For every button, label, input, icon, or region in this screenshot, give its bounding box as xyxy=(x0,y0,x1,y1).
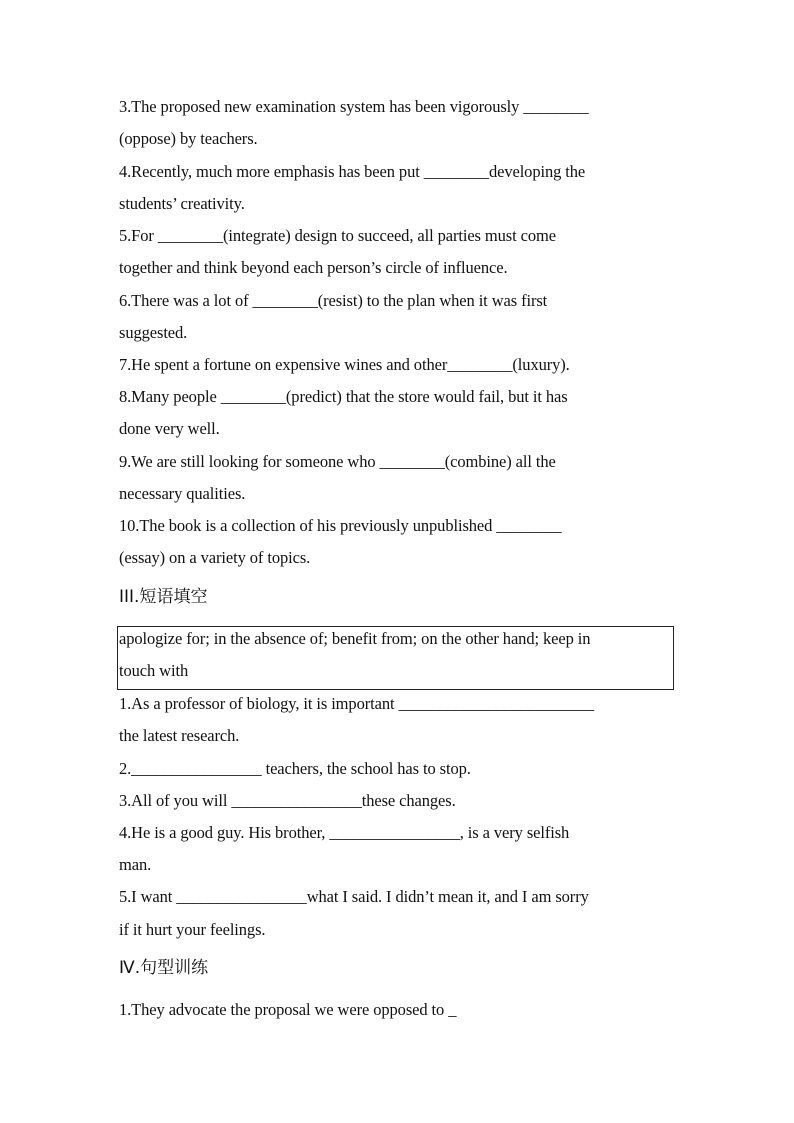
exercise-line: 5.I want ________________what I said. I didn’t mean it, and I am sorry xyxy=(119,887,589,906)
exercise-line: 2.________________ teachers, the school has to stop. xyxy=(119,759,471,778)
exercise-line: 6.There was a lot of ________(resist) to the plan when it was first xyxy=(119,291,548,310)
section-heading: Ⅳ.句型训练 xyxy=(119,958,209,978)
word-bank-line: touch with xyxy=(119,661,189,680)
exercise-line: 1.As a professor of biology, it is important ________________________ xyxy=(119,694,595,713)
exercise-line: 7.He spent a fortune on expensive wines and other________(luxury). xyxy=(119,355,570,374)
exercise-line: students’ creativity. xyxy=(119,194,245,213)
exercise-line: 4.Recently, much more emphasis has been put ________developing the xyxy=(119,162,586,181)
exercise-line: 9.We are still looking for someone who ________(combine) all the xyxy=(119,452,556,471)
exercise-line: 10.The book is a collection of his previously unpublished ________ xyxy=(119,516,562,535)
exercise-line: 3.The proposed new examination system has been vigorously ________ xyxy=(119,97,589,116)
word-bank-line: apologize for; in the absence of; benefit from; on the other hand; keep in xyxy=(119,629,591,648)
exercise-line: if it hurt your feelings. xyxy=(119,920,266,939)
exercise-line: together and think beyond each person’s circle of influence. xyxy=(119,258,508,277)
exercise-line: 8.Many people ________(predict) that the store would fail, but it has xyxy=(119,387,568,406)
exercise-line: 1.They advocate the proposal we were opposed to _ xyxy=(119,1000,457,1019)
exercise-line: done very well. xyxy=(119,419,220,438)
exercise-line: 5.For ________(integrate) design to succeed, all parties must come xyxy=(119,226,556,245)
exercise-line: necessary qualities. xyxy=(119,484,246,503)
exercise-line: 3.All of you will ________________these changes. xyxy=(119,791,456,810)
exercise-line: 4.He is a good guy. His brother, ________________, is a very selfish xyxy=(119,823,570,842)
exercise-line: (essay) on a variety of topics. xyxy=(119,548,311,567)
word-bank-box xyxy=(117,626,674,690)
section-heading: III.短语填空 xyxy=(119,587,208,607)
exercise-line: the latest research. xyxy=(119,726,240,745)
exercise-line: man. xyxy=(119,855,152,874)
exercise-line: suggested. xyxy=(119,323,188,342)
exercise-line: (oppose) by teachers. xyxy=(119,129,258,148)
